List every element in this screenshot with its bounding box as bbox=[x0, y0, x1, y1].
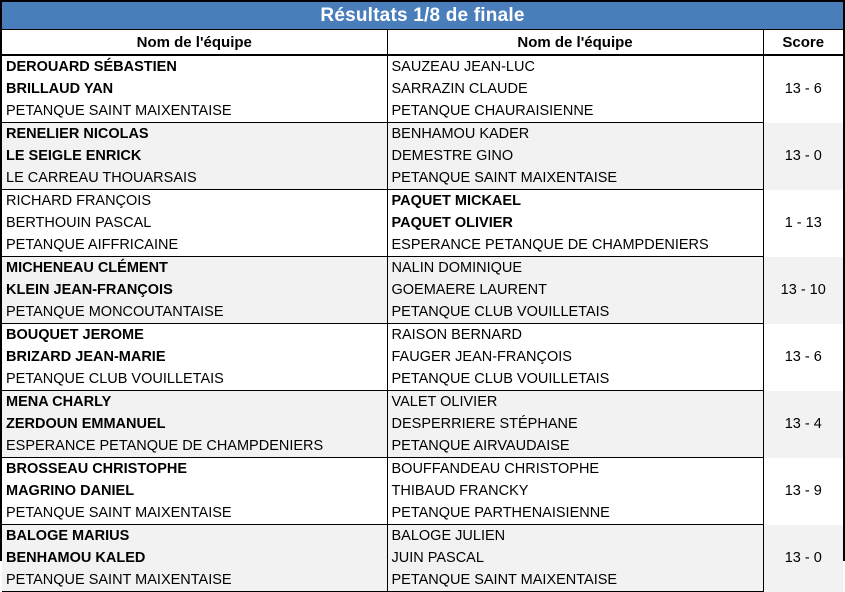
team1-line: PETANQUE MONCOUTANTAISE bbox=[2, 301, 387, 324]
table-row bbox=[2, 78, 843, 100]
table-row bbox=[2, 413, 843, 435]
header-team1: Nom de l'équipe bbox=[2, 30, 387, 55]
team2-line: SAUZEAU JEAN-LUC bbox=[387, 55, 763, 78]
table-row bbox=[2, 145, 843, 167]
table-row bbox=[2, 301, 843, 324]
team2-line: BENHAMOU KADER bbox=[387, 123, 763, 146]
match-score: 13 - 6 bbox=[763, 324, 843, 391]
team1-line: BOUQUET JEROME bbox=[2, 324, 387, 347]
table-row bbox=[2, 435, 843, 458]
match-score: 1 - 13 bbox=[763, 190, 843, 257]
team1-line: LE CARREAU THOUARSAIS bbox=[2, 167, 387, 190]
team2-line: DEMESTRE GINO bbox=[387, 145, 763, 167]
table-row bbox=[2, 458, 843, 481]
match-score: 13 - 0 bbox=[763, 123, 843, 190]
match-score: 13 - 4 bbox=[763, 391, 843, 458]
team1-line: PETANQUE AIFFRICAINE bbox=[2, 234, 387, 257]
team2-line: ESPERANCE PETANQUE DE CHAMPDENIERS bbox=[387, 234, 763, 257]
header-score: Score bbox=[763, 30, 843, 55]
match-score: 13 - 9 bbox=[763, 458, 843, 525]
table-row bbox=[2, 525, 843, 548]
team1-line: BERTHOUIN PASCAL bbox=[2, 212, 387, 234]
team2-line: PETANQUE CHAURAISIENNE bbox=[387, 100, 763, 123]
team2-line: GOEMAERE LAURENT bbox=[387, 279, 763, 301]
table-row bbox=[2, 190, 843, 213]
team1-line: BALOGE MARIUS bbox=[2, 525, 387, 548]
team1-line: BRILLAUD YAN bbox=[2, 78, 387, 100]
table-body bbox=[2, 55, 843, 592]
team2-line: VALET OLIVIER bbox=[387, 391, 763, 414]
team2-line: FAUGER JEAN-FRANÇOIS bbox=[387, 346, 763, 368]
table-row bbox=[2, 234, 843, 257]
table-row bbox=[2, 167, 843, 190]
team2-line: DESPERRIERE STÉPHANE bbox=[387, 413, 763, 435]
team1-line: KLEIN JEAN-FRANÇOIS bbox=[2, 279, 387, 301]
table-row bbox=[2, 123, 843, 146]
team2-line: PETANQUE SAINT MAIXENTAISE bbox=[387, 569, 763, 592]
team2-line: NALIN DOMINIQUE bbox=[387, 257, 763, 280]
team2-line: SARRAZIN CLAUDE bbox=[387, 78, 763, 100]
table-row bbox=[2, 324, 843, 347]
team1-line: DEROUARD SÉBASTIEN bbox=[2, 55, 387, 78]
table-row bbox=[2, 480, 843, 502]
match-score: 13 - 6 bbox=[763, 55, 843, 123]
team1-line: MENA CHARLY bbox=[2, 391, 387, 414]
team2-line: PETANQUE SAINT MAIXENTAISE bbox=[387, 167, 763, 190]
header-team2: Nom de l'équipe bbox=[387, 30, 763, 55]
team1-line: BRIZARD JEAN-MARIE bbox=[2, 346, 387, 368]
team1-line: MAGRINO DANIEL bbox=[2, 480, 387, 502]
table-row bbox=[2, 547, 843, 569]
match-score: 13 - 10 bbox=[763, 257, 843, 324]
table-row bbox=[2, 257, 843, 280]
results-table bbox=[2, 30, 843, 592]
team1-line: ESPERANCE PETANQUE DE CHAMPDENIERS bbox=[2, 435, 387, 458]
team2-line: PETANQUE PARTHENAISIENNE bbox=[387, 502, 763, 525]
team1-line: BENHAMOU KALED bbox=[2, 547, 387, 569]
team1-line: RICHARD FRANÇOIS bbox=[2, 190, 387, 213]
table-row bbox=[2, 502, 843, 525]
table-row bbox=[2, 279, 843, 301]
table-row bbox=[2, 368, 843, 391]
team2-line: BALOGE JULIEN bbox=[387, 525, 763, 548]
header-row bbox=[2, 30, 843, 55]
team1-line: MICHENEAU CLÉMENT bbox=[2, 257, 387, 280]
team2-line: THIBAUD FRANCKY bbox=[387, 480, 763, 502]
team1-line: PETANQUE SAINT MAIXENTAISE bbox=[2, 100, 387, 123]
team1-line: ZERDOUN EMMANUEL bbox=[2, 413, 387, 435]
table-row bbox=[2, 212, 843, 234]
team1-line: LE SEIGLE ENRICK bbox=[2, 145, 387, 167]
team2-line: RAISON BERNARD bbox=[387, 324, 763, 347]
team1-line: PETANQUE SAINT MAIXENTAISE bbox=[2, 569, 387, 592]
team1-line: BROSSEAU CHRISTOPHE bbox=[2, 458, 387, 481]
match-score: 13 - 0 bbox=[763, 525, 843, 592]
team2-line: PETANQUE CLUB VOUILLETAIS bbox=[387, 368, 763, 391]
table-header bbox=[2, 30, 843, 55]
table-row bbox=[2, 55, 843, 78]
team2-line: PAQUET OLIVIER bbox=[387, 212, 763, 234]
team1-line: RENELIER NICOLAS bbox=[2, 123, 387, 146]
table-row bbox=[2, 100, 843, 123]
team2-line: PETANQUE AIRVAUDAISE bbox=[387, 435, 763, 458]
team2-line: PAQUET MICKAEL bbox=[387, 190, 763, 213]
team2-line: PETANQUE CLUB VOUILLETAIS bbox=[387, 301, 763, 324]
page-title: Résultats 1/8 de finale bbox=[2, 2, 843, 30]
table-row bbox=[2, 346, 843, 368]
table-row bbox=[2, 569, 843, 592]
team1-line: PETANQUE SAINT MAIXENTAISE bbox=[2, 502, 387, 525]
team2-line: BOUFFANDEAU CHRISTOPHE bbox=[387, 458, 763, 481]
table-row bbox=[2, 391, 843, 414]
team2-line: JUIN PASCAL bbox=[387, 547, 763, 569]
team1-line: PETANQUE CLUB VOUILLETAIS bbox=[2, 368, 387, 391]
